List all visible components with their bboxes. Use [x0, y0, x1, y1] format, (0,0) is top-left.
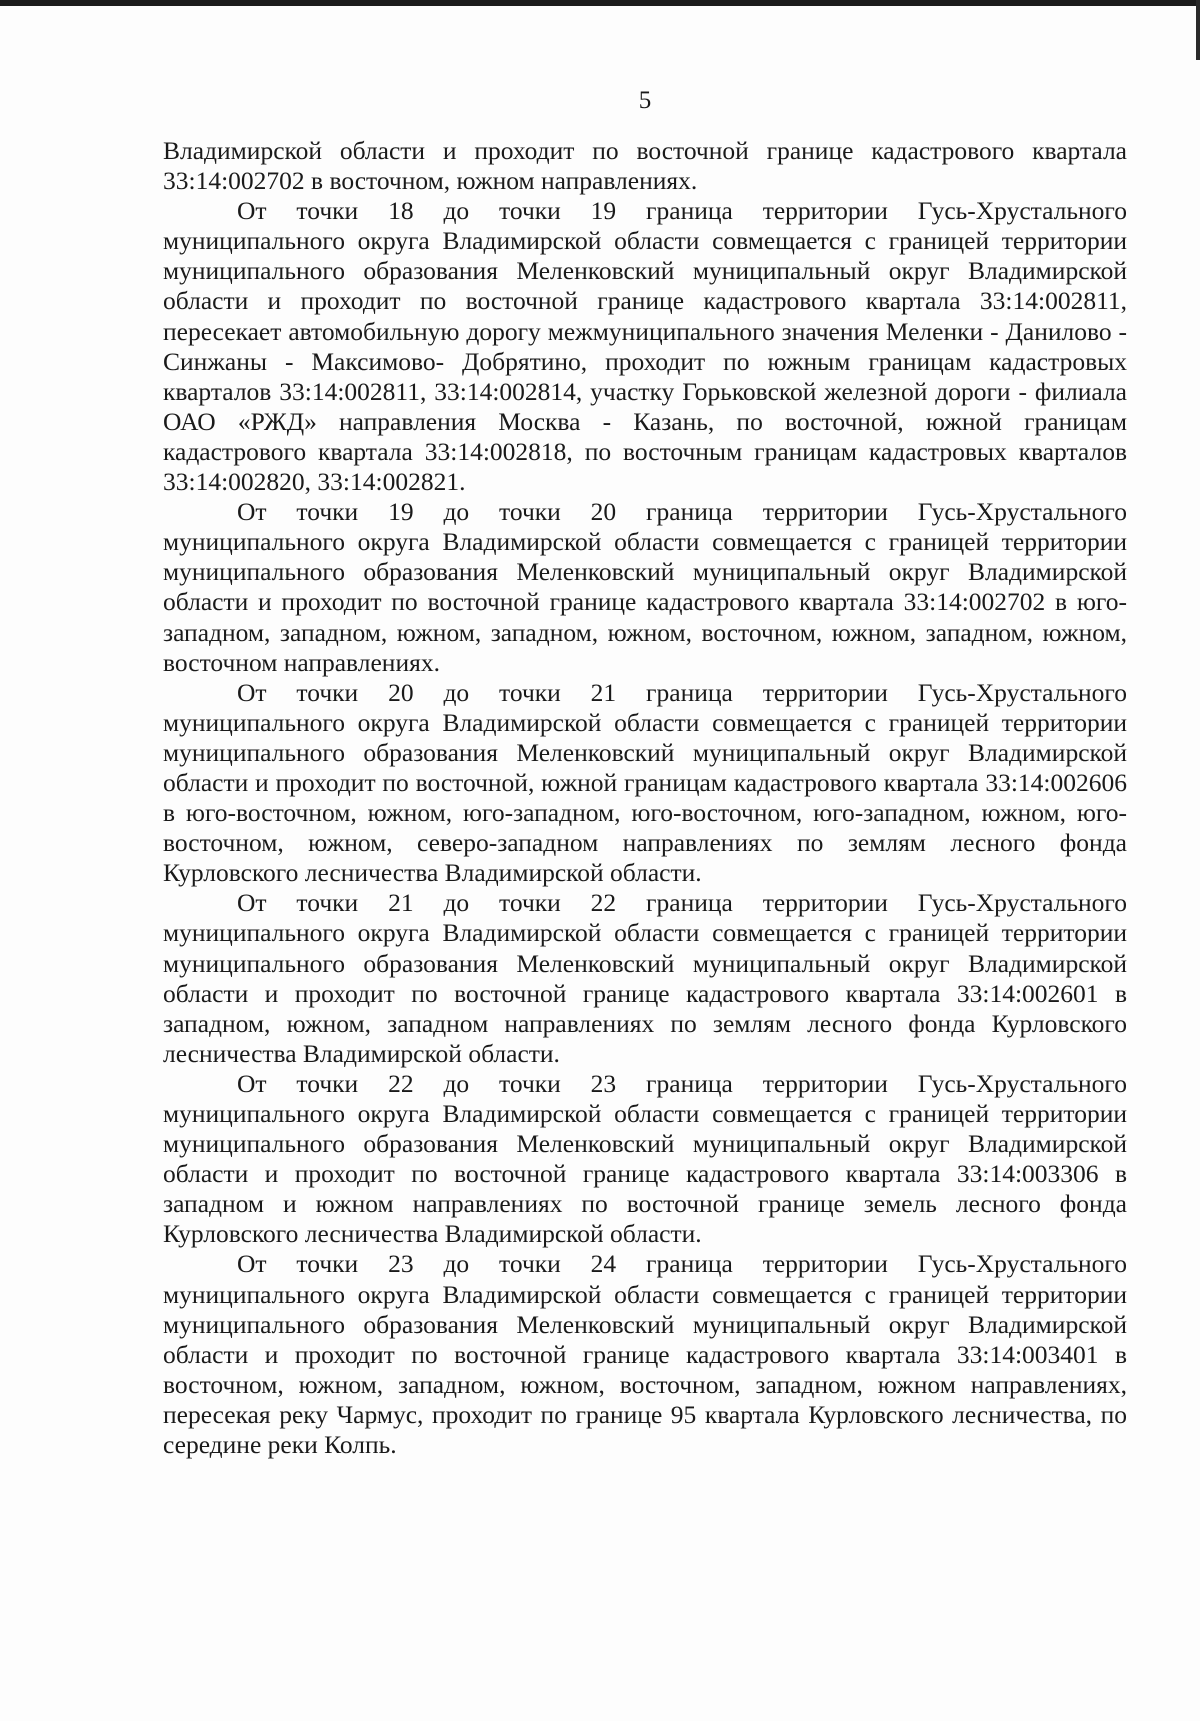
scan-edge-top — [0, 0, 1200, 6]
page-number: 5 — [638, 87, 652, 114]
paragraph-point-22-23: От точки 22 до точки 23 граница территории Гусь-Хрустального муниципального округа Владимирской области совмещается с границей территории муниципального образования Меленковский муниципальный округ Владимирской области и проходит по восточной границе кадастрового квартала 33:14:003306 в западном и южном направлениях по восточной границе земель лесного фонда Курловского лесничества Владимирской области. — [163, 1068, 1127, 1249]
paragraph-point-21-22: От точки 21 до точки 22 граница территории Гусь-Хрустального муниципального округа Владимирской области совмещается с границей территории муниципального образования Меленковский муниципальный округ Владимирской области и проходит по восточной границе кадастрового квартала 33:14:002601 в западном, южном, западном направлениях по землям лесного фонда Курловского лесничества Владимирской области. — [163, 888, 1127, 1068]
document-body — [163, 136, 1127, 1460]
paragraph-point-18-19: От точки 18 до точки 19 граница территории Гусь-Хрустального муниципального округа Владимирской области совмещается с границей территории муниципального образования Меленковский муниципальный округ Владимирской области и проходит по восточной границе кадастрового квартала 33:14:002811, пересекает автомобильную дорогу межмуниципального значения Меленки - Данилово - Синжаны - Максимово- Добрятино, проходит по южным границам кадастровых кварталов 33:14:002811, 33:14:002814, участку Горьковской железной дороги - филиала ОАО «РЖД» направления Москва - Казань, по восточной, южной границам кадастрового квартала 33:14:002818, по восточным границам кадастровых кварталов 33:14:002820, 33:14:002821. — [163, 196, 1127, 497]
paragraph-point-19-20: От точки 19 до точки 20 граница территории Гусь-Хрустального муниципального округа Владимирской области совмещается с границей территории муниципального образования Меленковский муниципальный округ Владимирской области и проходит по восточной границе кадастрового квартала 33:14:002702 в юго-западном, западном, южном, западном, южном, восточном, южном, западном, южном, восточном направлениях. — [163, 497, 1127, 677]
paragraph-point-23-24: От точки 23 до точки 24 граница территории Гусь-Хрустального муниципального округа Владимирской области совмещается с границей территории муниципального образования Меленковский муниципальный округ Владимирской области и проходит по восточной границе кадастрового квартала 33:14:003401 в восточном, южном, западном, южном, восточном, западном, южном направлениях, пересекая реку Чармус, проходит по границе 95 квартала Курловского лесничества, по середине реки Колпь. — [163, 1249, 1127, 1460]
paragraph-point-20-21: От точки 20 до точки 21 граница территории Гусь-Хрустального муниципального округа Владимирской области совмещается с границей территории муниципального образования Меленковский муниципальный округ Владимирской области и проходит по восточной, южной границам кадастрового квартала 33:14:002606 в юго-восточном, южном, юго-западном, юго-восточном, юго-западном, южном, юго-восточном, южном, северо-западном направлениях по землям лесного фонда Курловского лесничества Владимирской области. — [163, 677, 1127, 888]
paragraph-continuation: Владимирской области и проходит по восточной границе кадастрового квартала 33:14:002702 в восточном, южном направлениях. — [163, 136, 1127, 196]
scan-edge-right — [1196, 0, 1200, 60]
